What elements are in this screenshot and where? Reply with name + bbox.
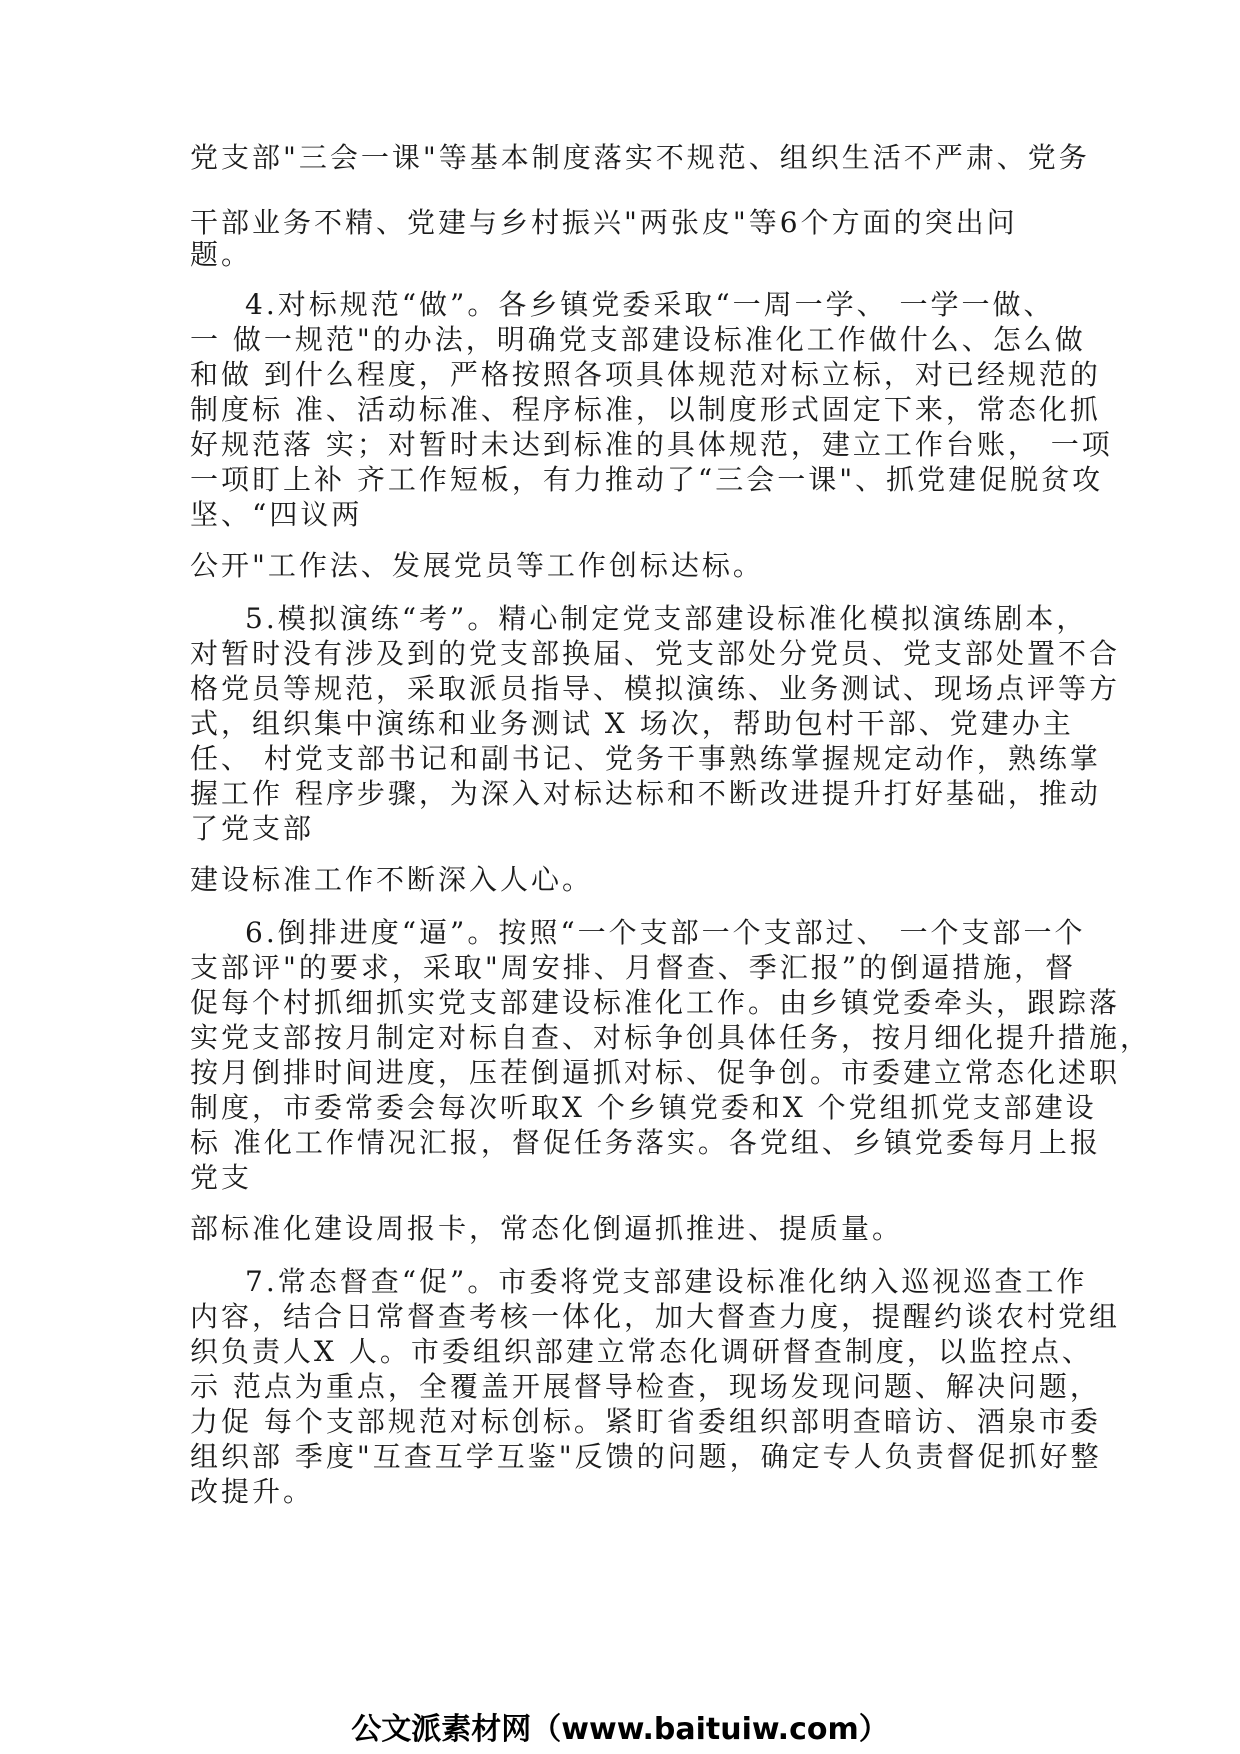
paragraph-5-start: 5.模拟演练“考”。精心制定党支部建设标准化模拟演练剧本， bbox=[245, 602, 1088, 635]
text-line: 格党员等规范，采取派员指导、模拟演练、业务测试、现场点评等方 bbox=[190, 672, 1121, 705]
text-line: 按月倒排时间进度，压茬倒逼抓对标、促争创。市委建立常态化述职 bbox=[190, 1056, 1121, 1089]
paragraph-4-start: 4.对标规范“做”。各乡镇党委采取“一周一学、 一学一做、 bbox=[245, 288, 1055, 321]
paragraph-7-start: 7.常态督查“促”。市委将党支部建设标准化纳入巡视巡查工作 bbox=[245, 1265, 1088, 1298]
text-line: 促每个村抓细抓实党支部建设标准化工作。由乡镇党委牵头，跟踪落 bbox=[190, 986, 1121, 1019]
text-line: 制度，市委常委会每次听取X 个乡镇党委和X 个党组抓党支部建设 bbox=[190, 1091, 1097, 1124]
text-line: 一 做一规范"的办法，明确党支部建设标准化工作做什么、怎么做 bbox=[190, 323, 1086, 356]
text-line: 党支部"三会一课"等基本制度落实不规范、组织生活不严肃、党务 bbox=[190, 141, 1090, 174]
text-line: 和做 到什么程度，严格按照各项具体规范对标立标，对已经规范的 bbox=[190, 358, 1101, 391]
text-line: 了党支部 bbox=[190, 812, 315, 845]
text-line: 支部评"的要求，采取"周安排、月督查、季汇报”的倒逼措施，督 bbox=[190, 951, 1077, 984]
text-line: 织负责人X 人。市委组织部建立常态化调研督查制度，以监控点、 bbox=[190, 1335, 1093, 1368]
text-line: 改提升。 bbox=[190, 1475, 315, 1508]
text-line: 握工作 程序步骤，为深入对标达标和不断改进提升打好基础，推动 bbox=[190, 777, 1101, 810]
text-line: 式，组织集中演练和业务测试 X 场次，帮助包村干部、党建办主 bbox=[190, 707, 1074, 740]
footer-watermark: 公文派素材网（www.baituiw.com） bbox=[351, 1712, 889, 1747]
text-line: 题。 bbox=[190, 238, 253, 271]
text-line: 建设标准工作不断深入人心。 bbox=[190, 863, 594, 896]
text-line: 制度标 准、活动标准、程序标准，以制度形式固定下来，常态化抓 bbox=[190, 393, 1101, 426]
text-line: 实党支部按月制定对标自查、对标争创具体任务，按月细化提升措施， bbox=[190, 1021, 1152, 1054]
text-line: 党支 bbox=[190, 1161, 253, 1194]
text-line: 部标准化建设周报卡，常态化倒逼抓推进、提质量。 bbox=[190, 1212, 904, 1245]
text-line: 公开"工作法、发展党员等工作创标达标。 bbox=[190, 549, 764, 582]
text-line: 一项盯上补 齐工作短板，有力推动了“三会一课"、抓党建促脱贫攻 bbox=[190, 463, 1104, 496]
text-line: 示 范点为重点，全覆盖开展督导检查，现场发现问题、解决问题， bbox=[190, 1370, 1101, 1403]
text-line: 对暂时没有涉及到的党支部换届、党支部处分党员、党支部处置不合 bbox=[190, 637, 1121, 670]
text-line: 内容，结合日常督查考核一体化，加大督查力度，提醒约谈农村党组 bbox=[190, 1300, 1121, 1333]
text-line: 干部业务不精、党建与乡村振兴"两张皮"等6个方面的突出问 bbox=[190, 206, 1018, 239]
text-line: 任、 村党支部书记和副书记、党务干事熟练掌握规定动作，熟练掌 bbox=[190, 742, 1101, 775]
text-line: 标 准化工作情况汇报，督促任务落实。各党组、乡镇党委每月上报 bbox=[190, 1126, 1101, 1159]
text-line: 组织部 季度"互查互学互鉴"反馈的问题，确定专人负责督促抓好整 bbox=[190, 1440, 1102, 1473]
text-line: 力促 每个支部规范对标创标。紧盯省委组织部明查暗访、酒泉市委 bbox=[190, 1405, 1101, 1438]
paragraph-6-start: 6.倒排进度“逼”。按照“一个支部一个支部过、 一个支部一个 bbox=[245, 916, 1086, 949]
text-line: 坚、“四议两 bbox=[190, 498, 363, 531]
text-line: 好规范落 实；对暂时未达到标准的具体规范，建立工作台账， 一项 bbox=[190, 428, 1113, 461]
